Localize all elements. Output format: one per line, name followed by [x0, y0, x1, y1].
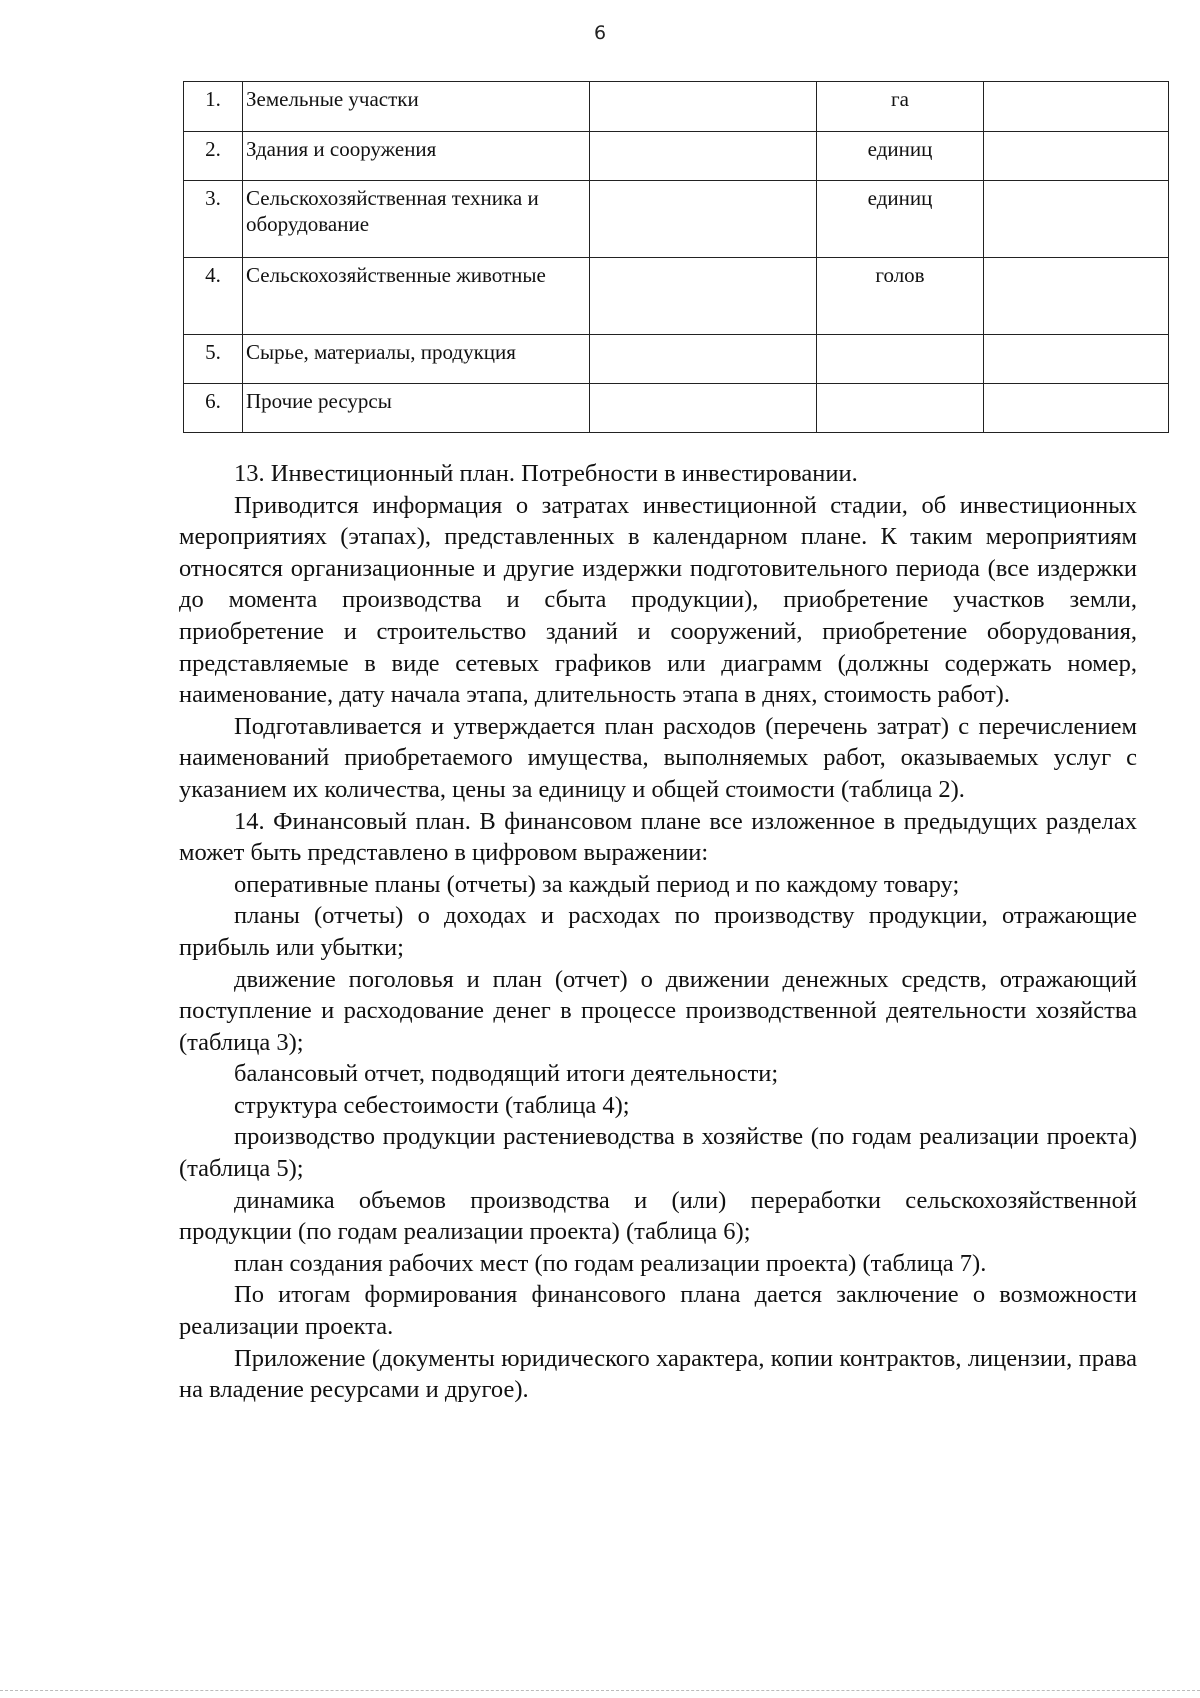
- empty-cell: [590, 335, 817, 384]
- empty-cell: [984, 132, 1169, 181]
- table-row: [184, 258, 1169, 335]
- empty-cell: [590, 258, 817, 335]
- empty-cell: [984, 384, 1169, 433]
- page-bottom-rule: [0, 1690, 1200, 1691]
- row-number: 2.: [184, 132, 243, 181]
- unit-cell: га: [817, 82, 984, 132]
- table-row: [184, 82, 1169, 132]
- list-item: динамика объемов производства и (или) переработки сельскохозяйственной продукции (по годам реализации проекта) (таблица 6);: [179, 1186, 1137, 1246]
- row-number: 3.: [184, 181, 243, 258]
- list-item: план создания рабочих мест (по годам реализации проекта) (таблица 7).: [234, 1249, 987, 1277]
- paragraph: Подготавливается и утверждается план расходов (перечень затрат) с перечислением наименований приобретаемого имущества, выполняемых работ, оказываемых услуг с указанием их количества, цены за единицу и общей стоимости (таблица 2).: [179, 712, 1137, 803]
- unit-cell: [817, 384, 984, 433]
- row-number: 6.: [184, 384, 243, 433]
- resource-name: Здания и сооружения: [243, 132, 590, 181]
- paragraph: По итогам формирования финансового плана дается заключение о возможности реализации проекта.: [179, 1281, 1137, 1341]
- list-item: структура себестоимости (таблица 4);: [234, 1091, 630, 1119]
- paragraph: Приводится информация о затратах инвестиционной стадии, об инвестиционных мероприятиях (этапах), представленных в календарном плане. К таким мероприятиям относятся организационные и другие издержки подготовительного периода (все издержки до момента производства и сбыта продукции), приобретение участков земли, приобретение и строительство зданий и сооружений, приобретение оборудования, представляемые в виде сетевых графиков или диаграмм (должны содержать номер, наименование, дату начала этапа, длительность этапа в днях, стоимость работ).: [179, 491, 1137, 709]
- section-heading: 13. Инвестиционный план. Потребности в инвестировании.: [234, 460, 858, 487]
- list-item: балансовый отчет, подводящий итоги деятельности;: [234, 1060, 779, 1088]
- unit-cell: единиц: [817, 181, 984, 258]
- empty-cell: [590, 132, 817, 181]
- list-item: планы (отчеты) о доходах и расходах по производству продукции, отражающие прибыль или убытки;: [179, 902, 1137, 961]
- empty-cell: [984, 335, 1169, 384]
- list-item: производство продукции растениеводства в хозяйстве (по годам реализации проекта) (таблица 5);: [179, 1123, 1137, 1183]
- unit-cell: единиц: [817, 132, 984, 181]
- list-item: движение поголовья и план (отчет) о движении денежных средств, отражающий поступление и расходование денег в процессе производственной деятельности хозяйства (таблица 3);: [179, 965, 1137, 1056]
- row-number: 1.: [184, 82, 243, 132]
- empty-cell: [984, 82, 1169, 132]
- resource-name: Сельскохозяйственные животные: [243, 258, 590, 335]
- resource-name: Земельные участки: [243, 82, 590, 132]
- unit-cell: [817, 335, 984, 384]
- row-number: 4.: [184, 258, 243, 335]
- paragraph: Приложение (документы юридического характера, копии контрактов, лицензии, права на владение ресурсами и другое).: [179, 1344, 1137, 1404]
- resource-name: Сырье, материалы, продукция: [243, 335, 590, 384]
- list-item: оперативные планы (отчеты) за каждый период и по каждому товару;: [234, 870, 960, 898]
- empty-cell: [984, 258, 1169, 335]
- table-row: [184, 132, 1169, 181]
- resource-name: Сельскохозяйственная техника и оборудование: [243, 181, 590, 258]
- resources-table: [183, 81, 1169, 433]
- empty-cell: [984, 181, 1169, 258]
- page-number: 6: [593, 22, 607, 44]
- row-number: 5.: [184, 335, 243, 384]
- table-row: [184, 384, 1169, 433]
- unit-cell: голов: [817, 258, 984, 335]
- empty-cell: [590, 181, 817, 258]
- empty-cell: [590, 82, 817, 132]
- resource-name: Прочие ресурсы: [243, 384, 590, 433]
- table-row: [184, 335, 1169, 384]
- section-paragraph: 14. Финансовый план. В финансовом плане все изложенное в предыдущих разделах может быть представлено в цифровом выражении:: [179, 807, 1137, 867]
- table-row: [184, 181, 1169, 258]
- empty-cell: [590, 384, 817, 433]
- document-body: [179, 458, 1137, 1406]
